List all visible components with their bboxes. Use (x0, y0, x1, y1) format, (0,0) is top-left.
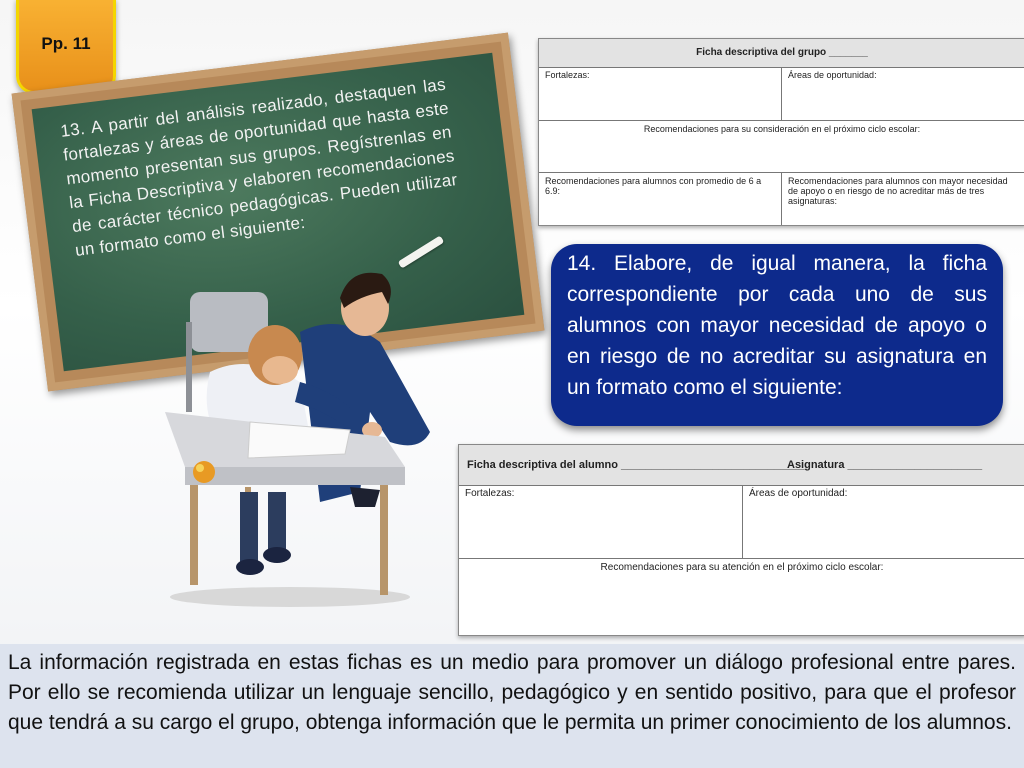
instruction-callout: 14. Elabore, de igual manera, la ficha correspondiente por cada uno de sus alumnos con mayor necesidad de apoyo o en riesgo de no acreditar su asignatura en un formato como el siguiente: (551, 244, 1003, 426)
page-number-tab (16, 0, 116, 94)
group-recommendations-cell: Recomendaciones para su consideración en el próximo ciclo escolar: (539, 121, 1024, 173)
student-form-title: Ficha descriptiva del alumno ______________________________ (467, 459, 805, 471)
page-number-label: Pp. 11 (41, 34, 91, 53)
group-descriptive-form (538, 38, 1024, 226)
student-opportunities-cell: Áreas de oportunidad: (743, 485, 1024, 559)
student-strengths-cell: Fortalezas: (459, 485, 743, 559)
footer-panel (0, 644, 1024, 768)
group-rec-average-cell: Recomendaciones para alumnos con promedio de 6 a 6.9: (539, 173, 782, 225)
student-recommendations-cell: Recomendaciones para su atención en el próximo ciclo escolar: (600, 562, 884, 573)
footer-paragraph: La información registrada en estas fichas es un medio para promover un diálogo profesional entre pares. Por ello se recomienda utilizar un lenguaje sencillo, pedagógico y en sentido positivo, para que el profesor que tendrá a su cargo el grupo, obtenga información que le permita un primer conocimiento de los alumnos. (8, 651, 1016, 734)
chalkboard-text: 13. A partir del análisis realizado, destaquen las fortalezas y áreas de oportunidad que hasta este momento presentan sus grupos. Regístrenlas en la Ficha Descriptiva y elaboren recomendaciones de carácter técnico pedagógicas. Pueden utilizar un formato como el siguiente: (59, 74, 459, 260)
group-rec-support-cell: Recomendaciones para alumnos con mayor necesidad de apoyo o en riesgo de no acreditar más de tres asignaturas: (788, 176, 1008, 206)
group-opportunities-cell: Áreas de oportunidad: (782, 67, 1024, 121)
student-form-subject: Asignatura ______________________ (787, 459, 983, 471)
group-form-title: Ficha descriptiva del grupo _______ (539, 39, 1024, 68)
teacher-student-illustration (150, 262, 440, 612)
student-descriptive-form (458, 444, 1024, 636)
student-form-header (459, 445, 1024, 486)
group-strengths-cell: Fortalezas: (539, 67, 782, 121)
